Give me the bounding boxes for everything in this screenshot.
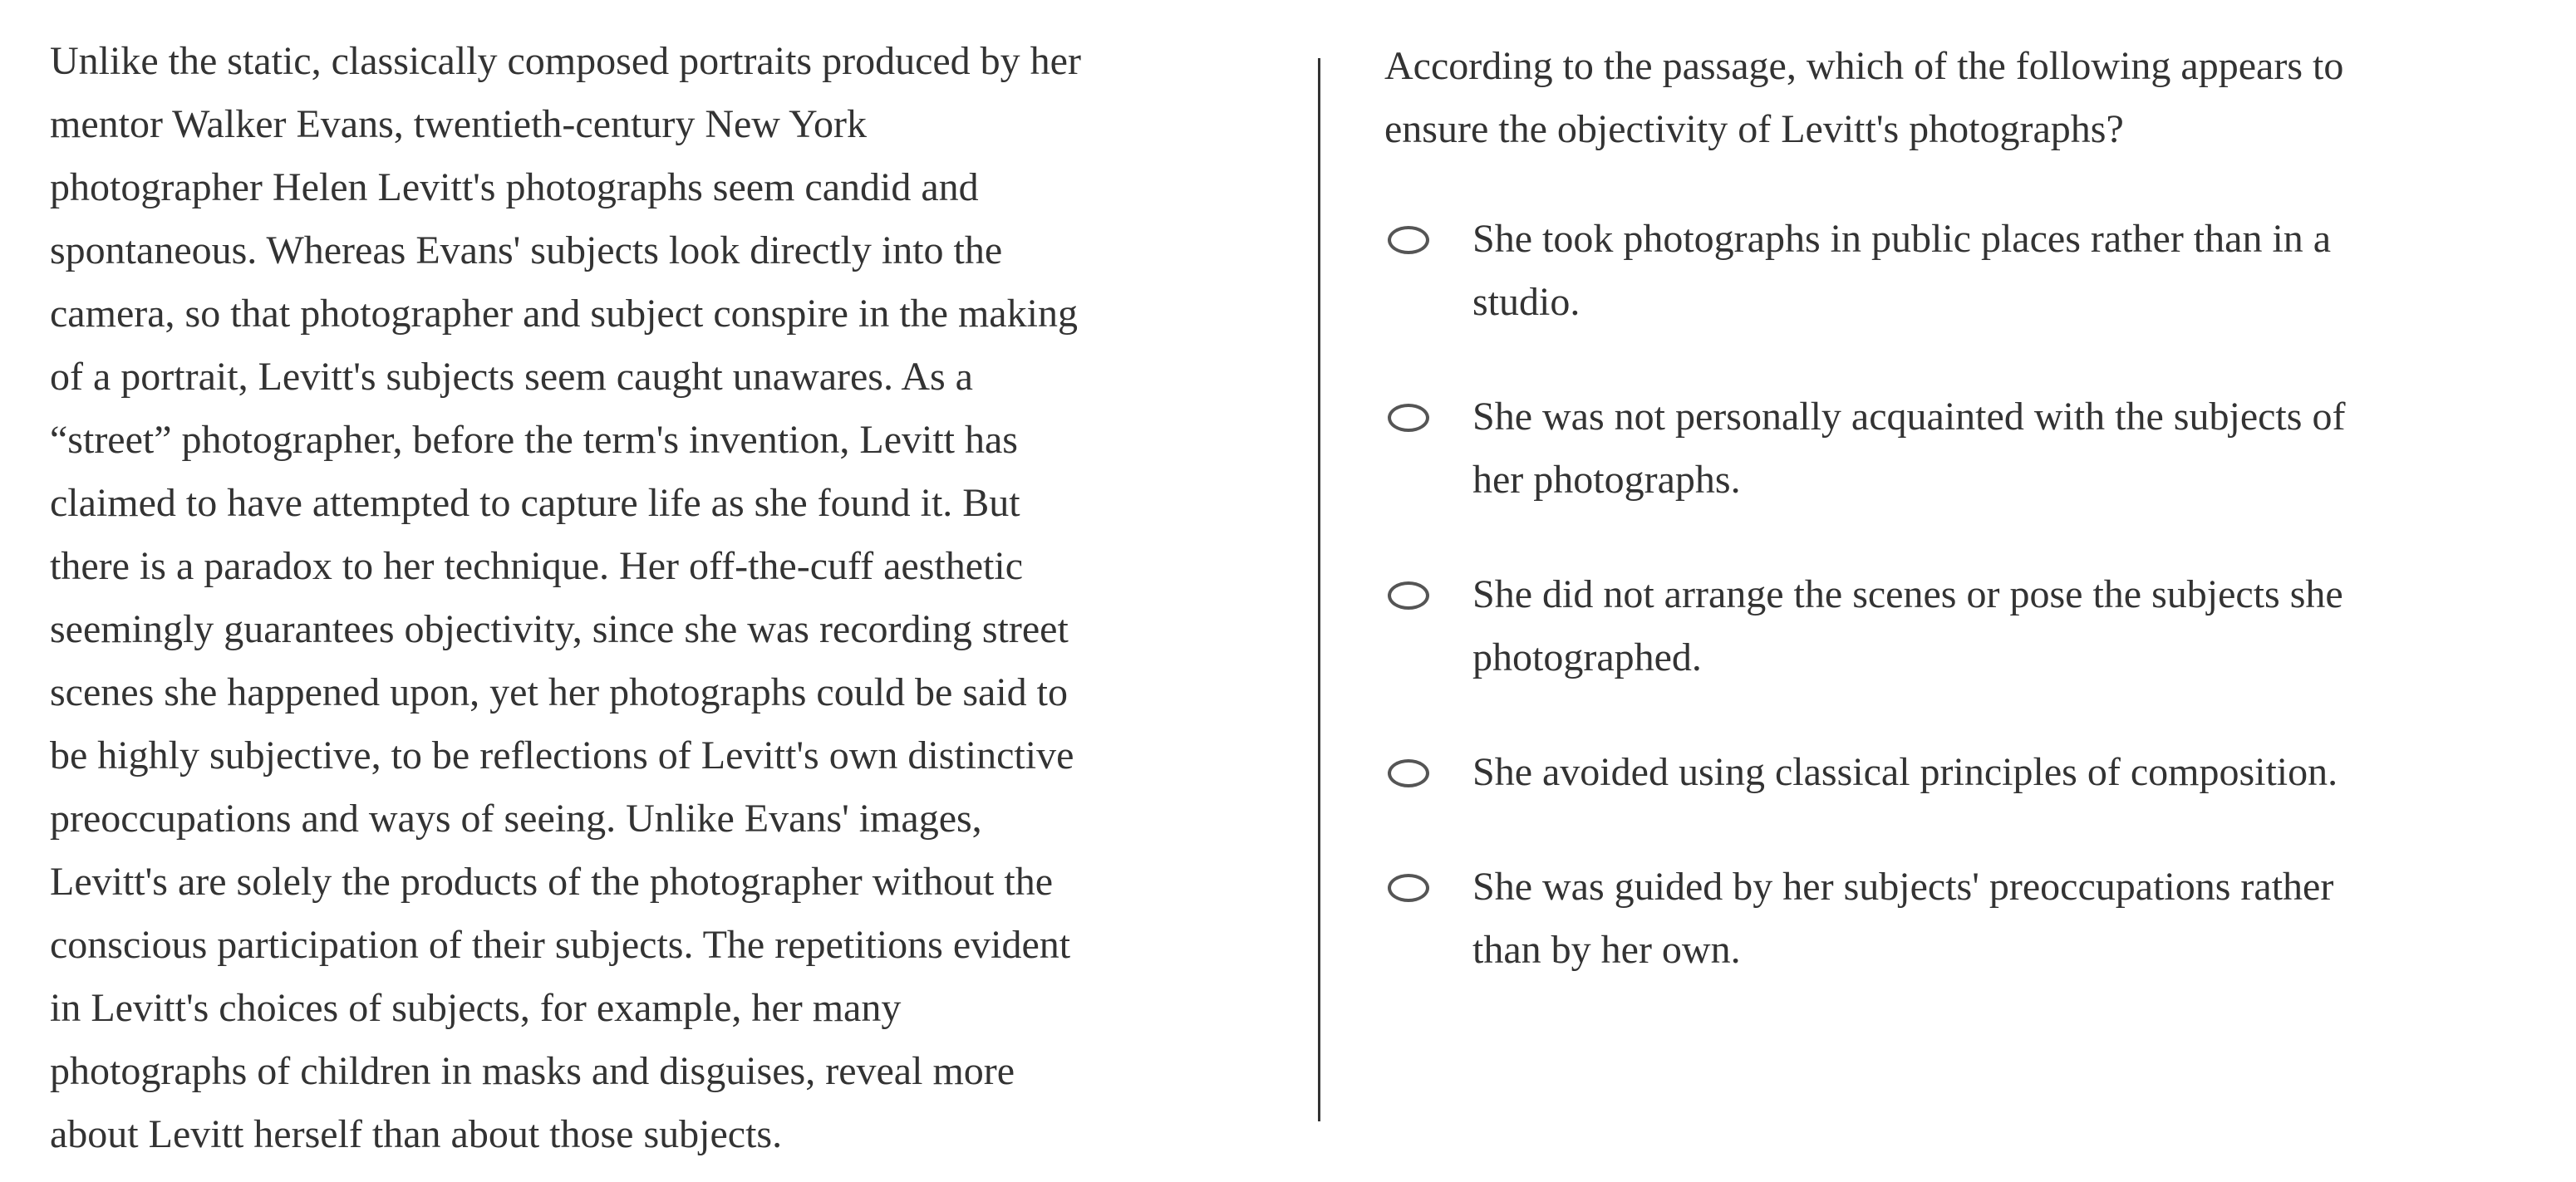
passage-line: about Levitt herself than about those subjects. — [50, 1112, 783, 1156]
passage-line: in Levitt's choices of subjects, for example, her many — [50, 986, 902, 1030]
answer-option-b[interactable] — [1384, 385, 2548, 512]
question-line: According to the passage, which of the following appears to — [1384, 44, 2344, 88]
answer-option-b-label[interactable] — [1472, 385, 2345, 512]
answer-option-e[interactable] — [1384, 856, 2548, 982]
passage-line: Levitt's are solely the products of the photographer without the — [50, 860, 1054, 904]
question-stem — [1384, 35, 2548, 161]
passage-line: claimed to have attempted to capture life as she found it. But — [50, 481, 1020, 525]
passage-line: photographer Helen Levitt's photographs seem candid and — [50, 165, 979, 209]
radio-button-e[interactable] — [1388, 874, 1429, 902]
option-line: studio. — [1472, 280, 1581, 324]
passage-line: seemingly guarantees objectivity, since she was recording street — [50, 607, 1069, 651]
option-line: She was guided by her subjects' preoccupations rather — [1472, 865, 2334, 909]
passage-line: spontaneous. Whereas Evans' subjects look directly into the — [50, 228, 1003, 272]
option-line: her photographs. — [1472, 458, 1741, 502]
radio-button-a[interactable] — [1388, 226, 1429, 254]
passage-line: “street” photographer, before the term's invention, Levitt has — [50, 418, 1018, 462]
passage-line: be highly subjective, to be reflections of Levitt's own distinctive — [50, 733, 1074, 777]
reading-passage — [50, 30, 1230, 1166]
option-line: than by her own. — [1472, 928, 1741, 972]
question-panel — [1384, 35, 2548, 1033]
answer-options — [1384, 208, 2548, 982]
radio-button-c[interactable] — [1388, 581, 1429, 610]
passage-line: photographs of children in masks and disguises, reveal more — [50, 1049, 1015, 1093]
answer-option-e-label[interactable] — [1472, 856, 2333, 982]
question-line: ensure the objectivity of Levitt's photographs? — [1384, 107, 2124, 151]
passage-line: conscious participation of their subjects. The repetitions evident — [50, 923, 1071, 967]
option-line: She took photographs in public places rather than in a — [1472, 217, 2332, 261]
passage-line: scenes she happened upon, yet her photographs could be said to — [50, 670, 1069, 714]
passage-line: there is a paradox to her technique. Her off-the-cuff aesthetic — [50, 544, 1024, 588]
passage-line: preoccupations and ways of seeing. Unlike Evans' images, — [50, 797, 982, 841]
passage-line: camera, so that photographer and subject conspire in the making — [50, 292, 1078, 336]
option-line: She did not arrange the scenes or pose the subjects she — [1472, 572, 2343, 616]
panel-divider[interactable] — [1318, 58, 1320, 1121]
option-line: photographed. — [1472, 635, 1702, 679]
radio-button-d[interactable] — [1388, 759, 1429, 787]
passage-line: mentor Walker Evans, twentieth-century New York — [50, 102, 868, 146]
radio-button-b[interactable] — [1388, 404, 1429, 432]
passage-line: of a portrait, Levitt's subjects seem caught unawares. As a — [50, 355, 973, 399]
answer-option-a[interactable] — [1384, 208, 2548, 334]
answer-option-d-label[interactable] — [1472, 741, 2338, 804]
answer-option-a-label[interactable] — [1472, 208, 2331, 334]
option-line: She was not personally acquainted with the subjects of — [1472, 395, 2346, 439]
answer-option-c-label[interactable] — [1472, 563, 2343, 689]
answer-option-c[interactable] — [1384, 563, 2548, 689]
option-line: She avoided using classical principles of composition. — [1472, 750, 2338, 794]
answer-option-d[interactable] — [1384, 741, 2548, 804]
passage-line: Unlike the static, classically composed portraits produced by her — [50, 39, 1081, 83]
